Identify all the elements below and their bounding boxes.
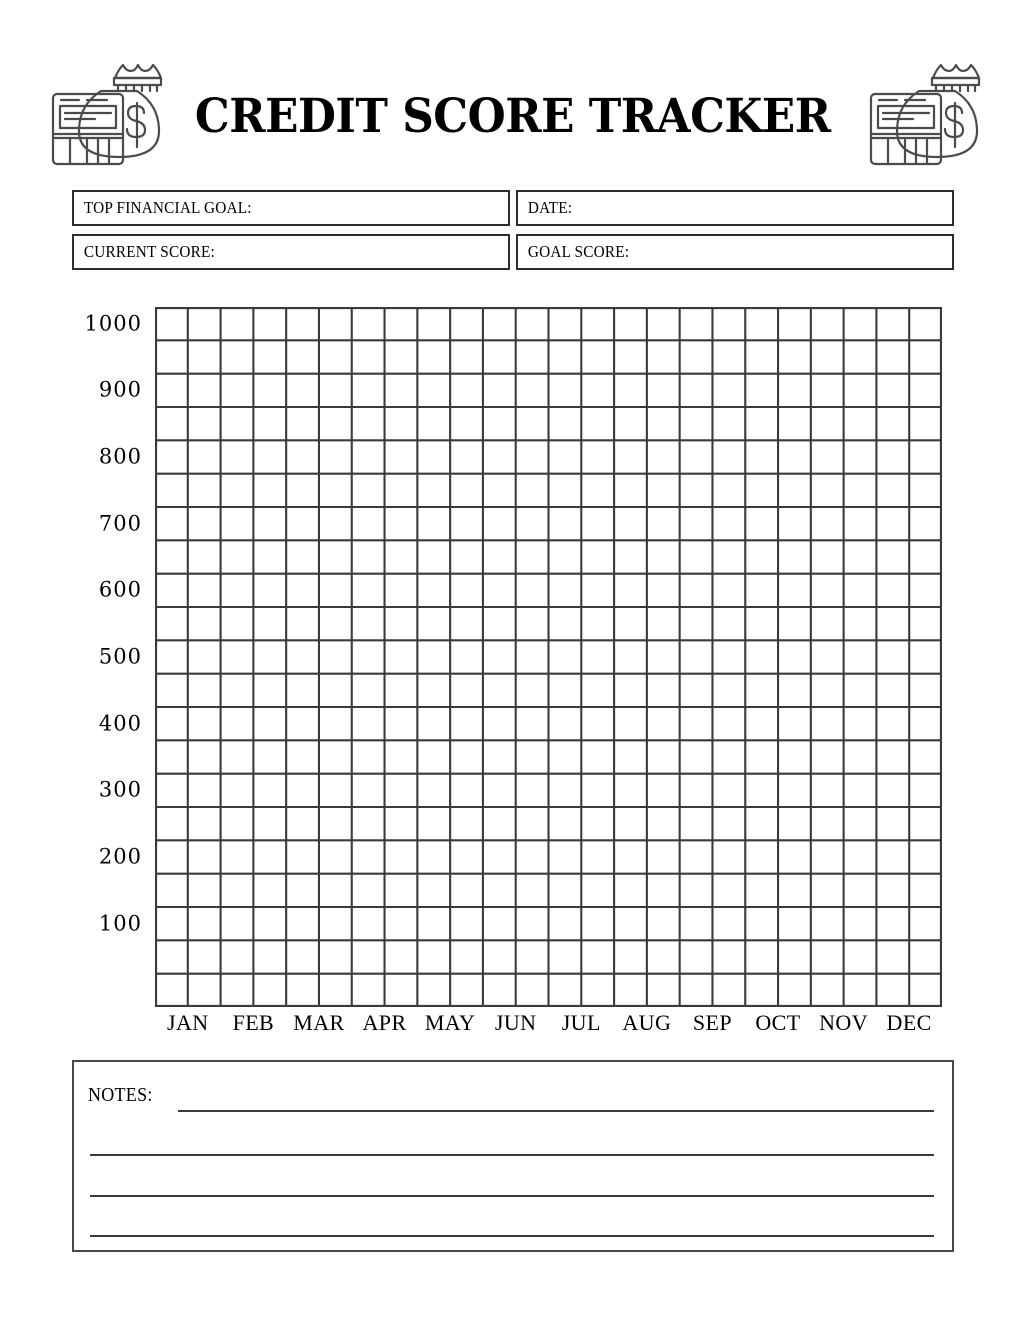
x-axis-label-jul: JUL [561, 1010, 601, 1035]
y-axis-label-500: 500 [98, 644, 142, 669]
page-header [72, 52, 954, 180]
y-axis-label-900: 900 [98, 377, 142, 402]
current-score-field[interactable] [72, 234, 510, 270]
notes-label: NOTES: [88, 1084, 153, 1106]
field-row-2 [72, 234, 954, 270]
x-axis-label-nov: NOV [819, 1010, 868, 1035]
current-score-label: CURRENT SCORE: [83, 242, 215, 261]
x-axis-label-jun: JUN [494, 1010, 537, 1035]
goal-score-field[interactable] [516, 234, 954, 270]
top-financial-goal-field[interactable] [72, 190, 510, 226]
grid-lines [155, 307, 942, 1007]
date-field[interactable] [516, 190, 954, 226]
x-axis-label-aug: AUG [622, 1010, 672, 1035]
y-axis-label-200: 200 [98, 844, 142, 869]
x-axis-label-dec: DEC [886, 1010, 932, 1035]
field-row-1 [72, 190, 954, 226]
x-axis-label-jan: JAN [167, 1010, 209, 1035]
x-axis-label-oct: OCT [755, 1010, 801, 1035]
y-axis-tick-labels [52, 307, 142, 1007]
x-axis-label-may: MAY [424, 1010, 476, 1035]
top-financial-goal-label: TOP FINANCIAL GOAL: [83, 198, 252, 217]
y-axis-label-400: 400 [98, 711, 142, 736]
money-bag-calculator-icon-left [41, 58, 167, 174]
goal-score-label: GOAL SCORE: [527, 242, 630, 261]
y-axis-label-700: 700 [98, 511, 142, 536]
x-axis-label-feb: FEB [232, 1010, 275, 1035]
chart-plot-grid[interactable] [155, 307, 942, 1007]
money-bag-calculator-icon-right [859, 58, 985, 174]
notes-section[interactable] [72, 1060, 954, 1252]
notes-line-3[interactable] [90, 1195, 934, 1197]
notes-line-2[interactable] [90, 1154, 934, 1156]
x-axis-label-sep: SEP [692, 1010, 732, 1035]
x-axis-label-mar: MAR [293, 1010, 345, 1035]
y-axis-label-300: 300 [98, 777, 142, 802]
form-fields [72, 190, 954, 278]
notes-line-1[interactable] [178, 1110, 934, 1112]
y-axis-label-100: 100 [98, 911, 142, 936]
x-axis-label-apr: APR [362, 1010, 407, 1035]
x-axis-month-labels [155, 1012, 942, 1034]
page-title: CREDIT SCORE TRACKER [195, 88, 831, 144]
y-axis-label-800: 800 [98, 444, 142, 469]
date-label: DATE: [527, 198, 573, 217]
y-axis-label-600: 600 [98, 577, 142, 602]
notes-line-4[interactable] [90, 1235, 934, 1237]
y-axis-label-1000: 1000 [84, 311, 142, 336]
